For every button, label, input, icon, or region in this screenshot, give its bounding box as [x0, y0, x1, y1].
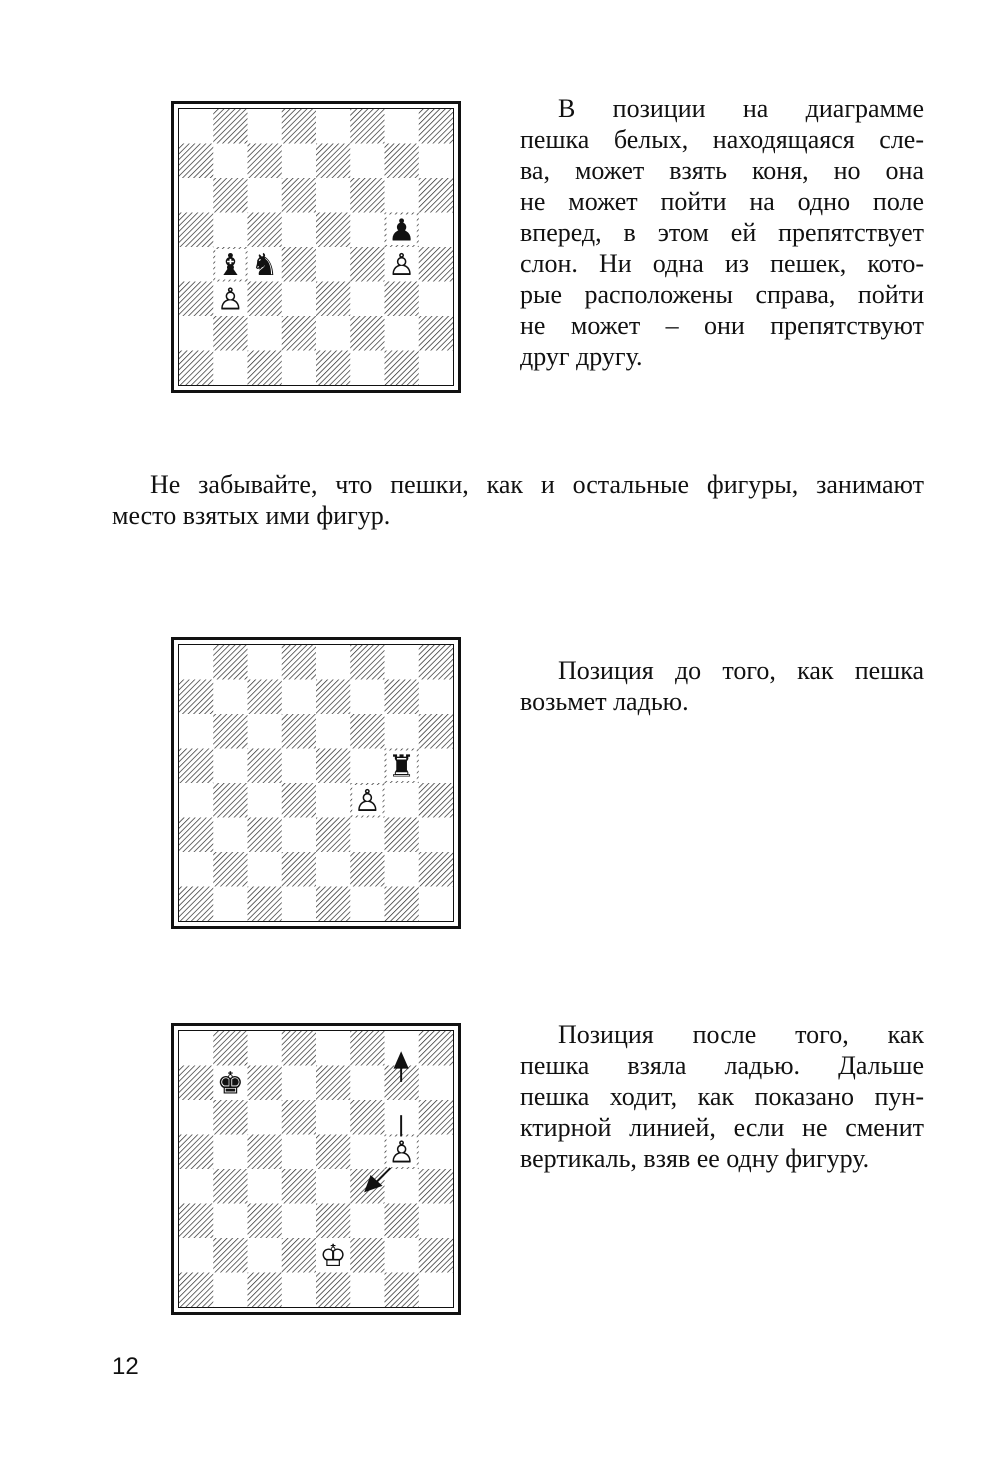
board-svg-1 — [179, 109, 453, 385]
dark-square — [350, 852, 384, 887]
dark-square — [350, 178, 384, 213]
dark-square — [282, 714, 316, 749]
dark-square — [282, 316, 316, 351]
dark-square — [419, 316, 453, 351]
dark-square — [419, 178, 453, 213]
dark-square — [248, 351, 282, 386]
page-number: 12 — [112, 1353, 139, 1380]
dark-square — [350, 1238, 384, 1273]
dark-square — [316, 818, 350, 853]
white-king-icon: ♔ — [319, 1239, 347, 1275]
board-svg-2 — [179, 645, 453, 921]
white-pawn-icon: ♙ — [388, 1135, 416, 1171]
board-grid — [178, 644, 454, 922]
dark-square — [248, 144, 282, 179]
dark-square — [213, 178, 247, 213]
dark-square — [350, 645, 384, 680]
dark-square — [213, 645, 247, 680]
dark-square — [248, 887, 282, 922]
caption-line: пешка взяла ладью. Дальше — [520, 1051, 924, 1080]
dark-square — [350, 316, 384, 351]
dark-square — [419, 783, 453, 818]
diagram-1-caption — [520, 93, 924, 372]
paragraph-line: Не забывайте, что пешки, как и остальные фигуры, занимают — [150, 470, 924, 499]
dark-square — [350, 1100, 384, 1135]
caption-line: пешка белых, находящаяся сле- — [520, 125, 924, 154]
dark-square — [282, 645, 316, 680]
dark-square — [179, 818, 213, 853]
caption-line: не может пойти на одно поле — [520, 187, 924, 216]
dark-square — [419, 1100, 453, 1135]
dark-square — [316, 213, 350, 248]
caption-line: ва, может взять коня, но она — [520, 156, 924, 185]
dark-square — [213, 109, 247, 144]
dark-square — [179, 1066, 213, 1101]
diagram-2-caption — [520, 655, 924, 717]
dark-square — [316, 1066, 350, 1101]
dark-square — [316, 282, 350, 317]
dark-square — [316, 1135, 350, 1170]
dark-square — [179, 749, 213, 784]
dark-square — [419, 109, 453, 144]
caption-line: пешка ходит, как показано пун- — [520, 1082, 924, 1111]
dark-square — [179, 282, 213, 317]
dark-square — [248, 282, 282, 317]
dark-square — [419, 714, 453, 749]
dark-square — [419, 645, 453, 680]
dark-square — [179, 213, 213, 248]
dark-square — [179, 144, 213, 179]
dark-square — [179, 1135, 213, 1170]
dark-square — [316, 680, 350, 715]
caption-line: рые расположены справа, пойти — [520, 280, 924, 309]
dark-square — [385, 818, 419, 853]
board-grid — [178, 1030, 454, 1308]
black-bishop-icon: ♝ — [216, 248, 244, 284]
dark-square — [282, 247, 316, 282]
dark-square — [350, 714, 384, 749]
dark-square — [213, 714, 247, 749]
dark-square — [248, 818, 282, 853]
dark-square — [316, 351, 350, 386]
caption-line: В позиции на диаграмме — [558, 94, 924, 123]
dark-square — [213, 852, 247, 887]
chess-diagram-1 — [171, 101, 461, 393]
dark-square — [282, 783, 316, 818]
dark-square — [248, 680, 282, 715]
chess-diagram-2 — [171, 637, 461, 929]
black-rook-icon: ♜ — [388, 749, 416, 785]
dark-square — [248, 1066, 282, 1101]
caption-line: возьмет ладью. — [520, 687, 689, 716]
dark-square — [419, 247, 453, 282]
dark-square — [282, 1031, 316, 1066]
white-pawn-icon: ♙ — [216, 282, 244, 318]
dark-square — [385, 680, 419, 715]
black-knight-icon: ♞ — [251, 248, 279, 284]
paragraph-line: место взятых ими фигур. — [112, 501, 391, 530]
dark-square — [213, 316, 247, 351]
black-pawn-icon: ♟ — [388, 213, 416, 249]
dark-square — [316, 887, 350, 922]
dark-square — [282, 1100, 316, 1135]
dark-square — [213, 1100, 247, 1135]
dark-square — [385, 144, 419, 179]
board-grid — [178, 108, 454, 386]
caption-line: ктирной линией, если не сменит — [520, 1113, 924, 1142]
dark-square — [385, 1273, 419, 1308]
caption-line: Позиция после того, как — [558, 1020, 924, 1049]
body-paragraph — [112, 469, 924, 531]
dark-square — [282, 852, 316, 887]
dark-square — [213, 1169, 247, 1204]
dark-square — [385, 1204, 419, 1239]
dark-square — [350, 247, 384, 282]
caption-line: друг другу. — [520, 342, 643, 371]
caption-line: Позиция до того, как пешка — [558, 656, 924, 685]
dark-square — [282, 178, 316, 213]
dark-square — [213, 1031, 247, 1066]
dark-square — [419, 852, 453, 887]
arrow-head-up-icon — [394, 1053, 408, 1069]
white-pawn-icon: ♙ — [353, 784, 381, 820]
dark-square — [179, 887, 213, 922]
dark-square — [282, 1169, 316, 1204]
caption-line: вертикаль, взяв ее одну фигуру. — [520, 1144, 870, 1173]
dark-square — [179, 680, 213, 715]
dark-square — [350, 109, 384, 144]
dark-square — [179, 1204, 213, 1239]
dark-square — [248, 213, 282, 248]
dark-square — [385, 887, 419, 922]
caption-line: не может – они препятствуют — [520, 311, 924, 340]
dark-square — [248, 1135, 282, 1170]
dark-square — [316, 1273, 350, 1308]
black-king-icon: ♚ — [216, 1066, 244, 1102]
dark-square — [419, 1031, 453, 1066]
dark-square — [316, 144, 350, 179]
dark-square — [282, 109, 316, 144]
dark-square — [282, 1238, 316, 1273]
dark-square — [213, 783, 247, 818]
dark-square — [179, 351, 213, 386]
dark-square — [179, 1273, 213, 1308]
dark-square — [385, 351, 419, 386]
dark-square — [385, 282, 419, 317]
dark-square — [316, 749, 350, 784]
board-svg-3 — [179, 1031, 453, 1307]
dark-square — [248, 1273, 282, 1308]
dark-square — [213, 1238, 247, 1273]
dark-square — [419, 1169, 453, 1204]
chess-diagram-3 — [171, 1023, 461, 1315]
dark-square — [350, 1031, 384, 1066]
dark-square — [316, 1204, 350, 1239]
dark-square — [248, 749, 282, 784]
dark-square — [419, 1238, 453, 1273]
dark-square — [248, 1204, 282, 1239]
diagram-3-caption — [520, 1019, 924, 1174]
caption-line: слон. Ни одна из пешек, кото- — [520, 249, 924, 278]
white-pawn-icon: ♙ — [388, 248, 416, 284]
caption-line: вперед, в этом ей препятствует — [520, 218, 924, 247]
